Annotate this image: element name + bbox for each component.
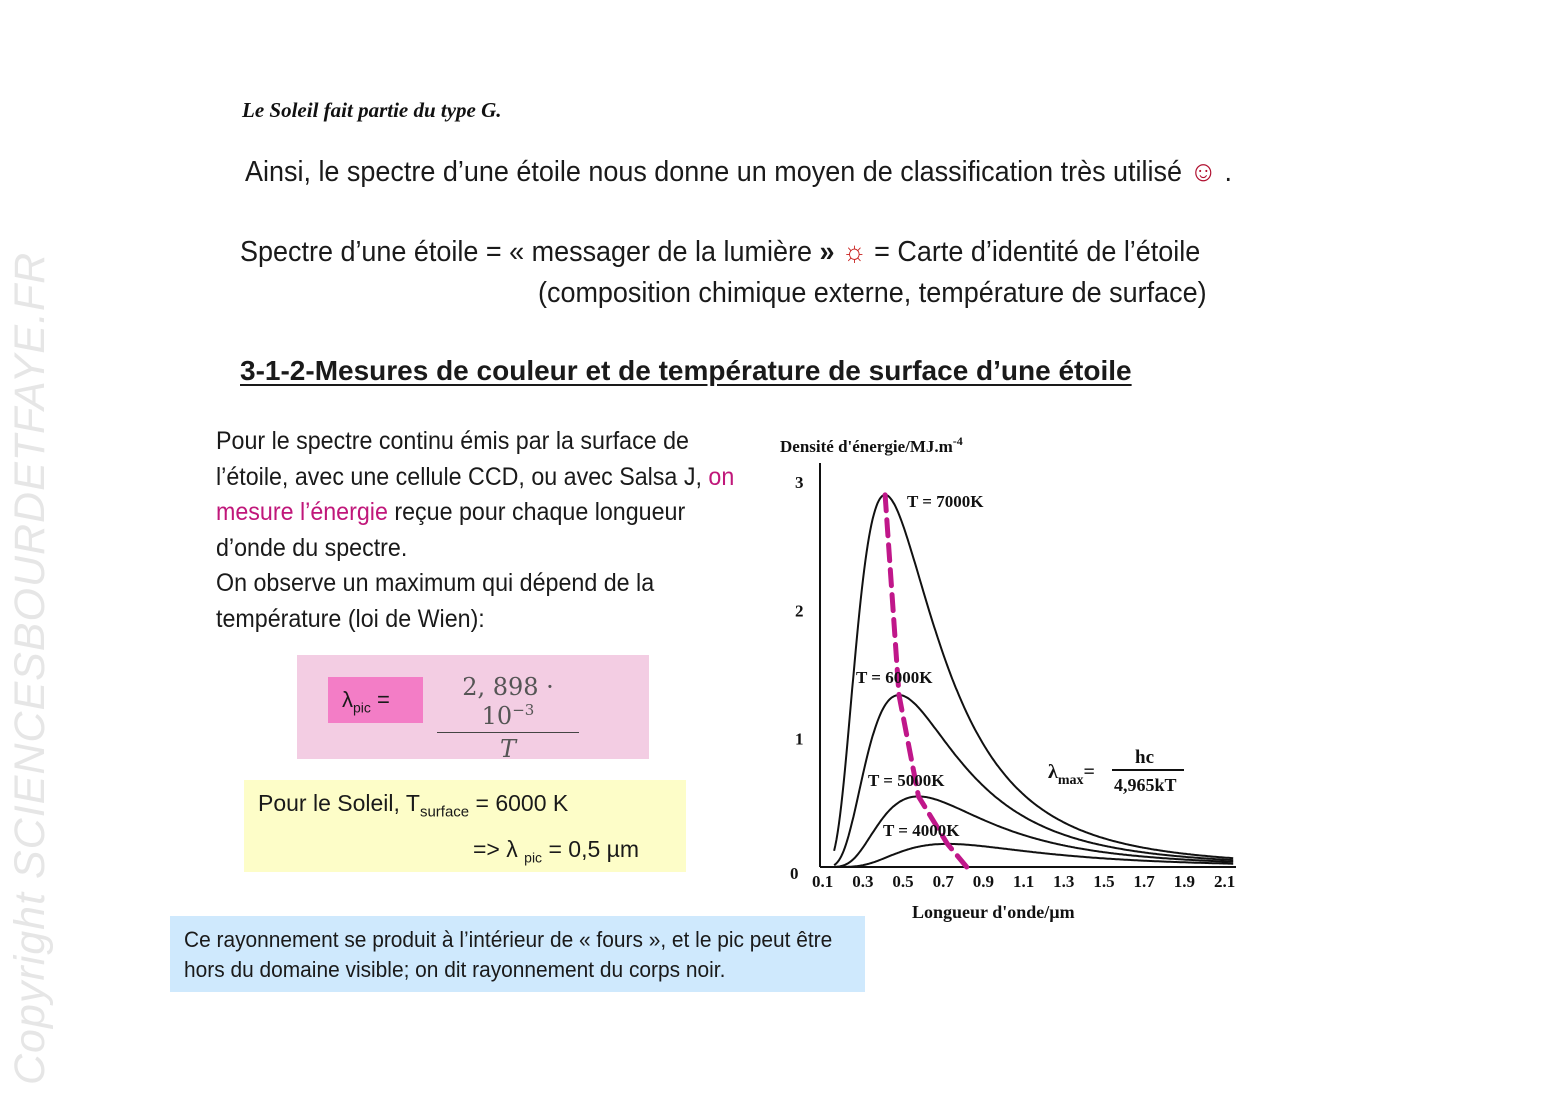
sun-example-box [244, 780, 686, 872]
description [216, 424, 737, 637]
series-label-7000: T = 7000K [907, 492, 984, 511]
x-tick-label: 1.5 [1093, 872, 1115, 891]
copyright-watermark: Copyright SCIENCESBOURDETFAYE.FR [6, 251, 54, 1085]
series-label-5000: T = 5000K [868, 771, 945, 790]
section-title: 3-1-2-Mesures de couleur et de température de surface d’une étoile [240, 355, 1132, 386]
spectre-definition [240, 236, 1200, 269]
x-tick-label: 0.9 [972, 872, 995, 891]
description-paragraph-2: On observe un maximum qui dépend de la température (loi de Wien): [216, 569, 655, 633]
x-tick-label: 0.3 [852, 872, 874, 891]
x-axis-label: Longueur d'onde/µm [912, 902, 1075, 922]
formula-label: $\lambda_{pic}$ = [328, 677, 423, 723]
series-label-4000: T = 4000K [883, 821, 960, 840]
lambda-max-denominator: 4,965kT [1114, 775, 1177, 795]
classification-sentence [245, 156, 1232, 189]
highlight-text: on mesure l’énergie [216, 462, 735, 526]
y-tick-label: 1 [795, 729, 804, 749]
y-axis-label: Densité $d'énergie/MJ.m^{-4}$ [780, 434, 963, 456]
x-tick-label: 1.7 [1133, 872, 1155, 891]
classification-end: . [1224, 156, 1233, 188]
formula-denominator: T [499, 735, 516, 763]
spectre-guillemet: » [819, 236, 835, 268]
blackbody-note: Ce rayonnement se produit à l’intérieur de « fours », et le pic peut être hors du domaine visible; on dit rayonnement du corps noir. [184, 927, 833, 982]
lambda-max-numerator: hc [1135, 747, 1154, 768]
sun-peak-wavelength: => λ $_{pic}$ = 0,5 µm [473, 836, 640, 866]
lambda-max-lhs: $\lambda_{max}=$ [1048, 761, 1095, 788]
sun-icon: ☼ [841, 236, 867, 268]
formula-fraction [437, 673, 579, 763]
series-label-6000: T = 6000K [856, 668, 933, 687]
series-labels [856, 492, 984, 840]
x-tick-label: 0.7 [932, 872, 954, 891]
x-tick-label: 0.5 [892, 872, 914, 891]
x-tick-label: 1.1 [1012, 872, 1035, 891]
x-tick-label: 1.3 [1053, 872, 1075, 891]
sun-temperature: Pour le Soleil, $T_{surface} = 6000$ K [258, 790, 569, 821]
blackbody-chart [770, 420, 1260, 930]
lambda-max-annotation [1048, 747, 1184, 795]
x-tick-label: 0.1 [812, 872, 834, 891]
intro-line: Le Soleil fait partie du type G. [242, 98, 502, 122]
spectre-composition: (composition chimique externe, température de surface) [538, 277, 1207, 309]
smiley-icon: ☺ [1189, 156, 1218, 188]
y-tick-labels [790, 473, 804, 883]
x-tick-labels [812, 872, 1235, 891]
y-tick-label: 3 [795, 473, 804, 492]
spectre-part1: Spectre d’une étoile = « messager de la lumière [240, 236, 812, 268]
spectre-part2: = Carte d’identité de l’étoile [874, 236, 1201, 268]
chart-axes [820, 463, 1236, 867]
y-tick-label: 0 [790, 864, 799, 883]
x-tick-label: 2.1 [1213, 872, 1236, 891]
x-tick-label: 1.9 [1173, 872, 1196, 891]
classification-text: Ainsi, le spectre d’une étoile nous donne un moyen de classification très utilisé [245, 156, 1183, 188]
y-tick-label: 2 [795, 601, 804, 621]
wien-formula-box [297, 655, 649, 763]
formula-numerator: 2, $898 \cdot 10^{-3}$ [437, 673, 579, 733]
blackbody-note-box [170, 916, 865, 992]
description-paragraph-1: Pour le spectre continu émis par la surface de l’étoile, avec une cellule CCD, ou avec Salsa J, on mesure l’énergie reçue pour chaque longueur d’onde du spectre. [216, 427, 735, 562]
